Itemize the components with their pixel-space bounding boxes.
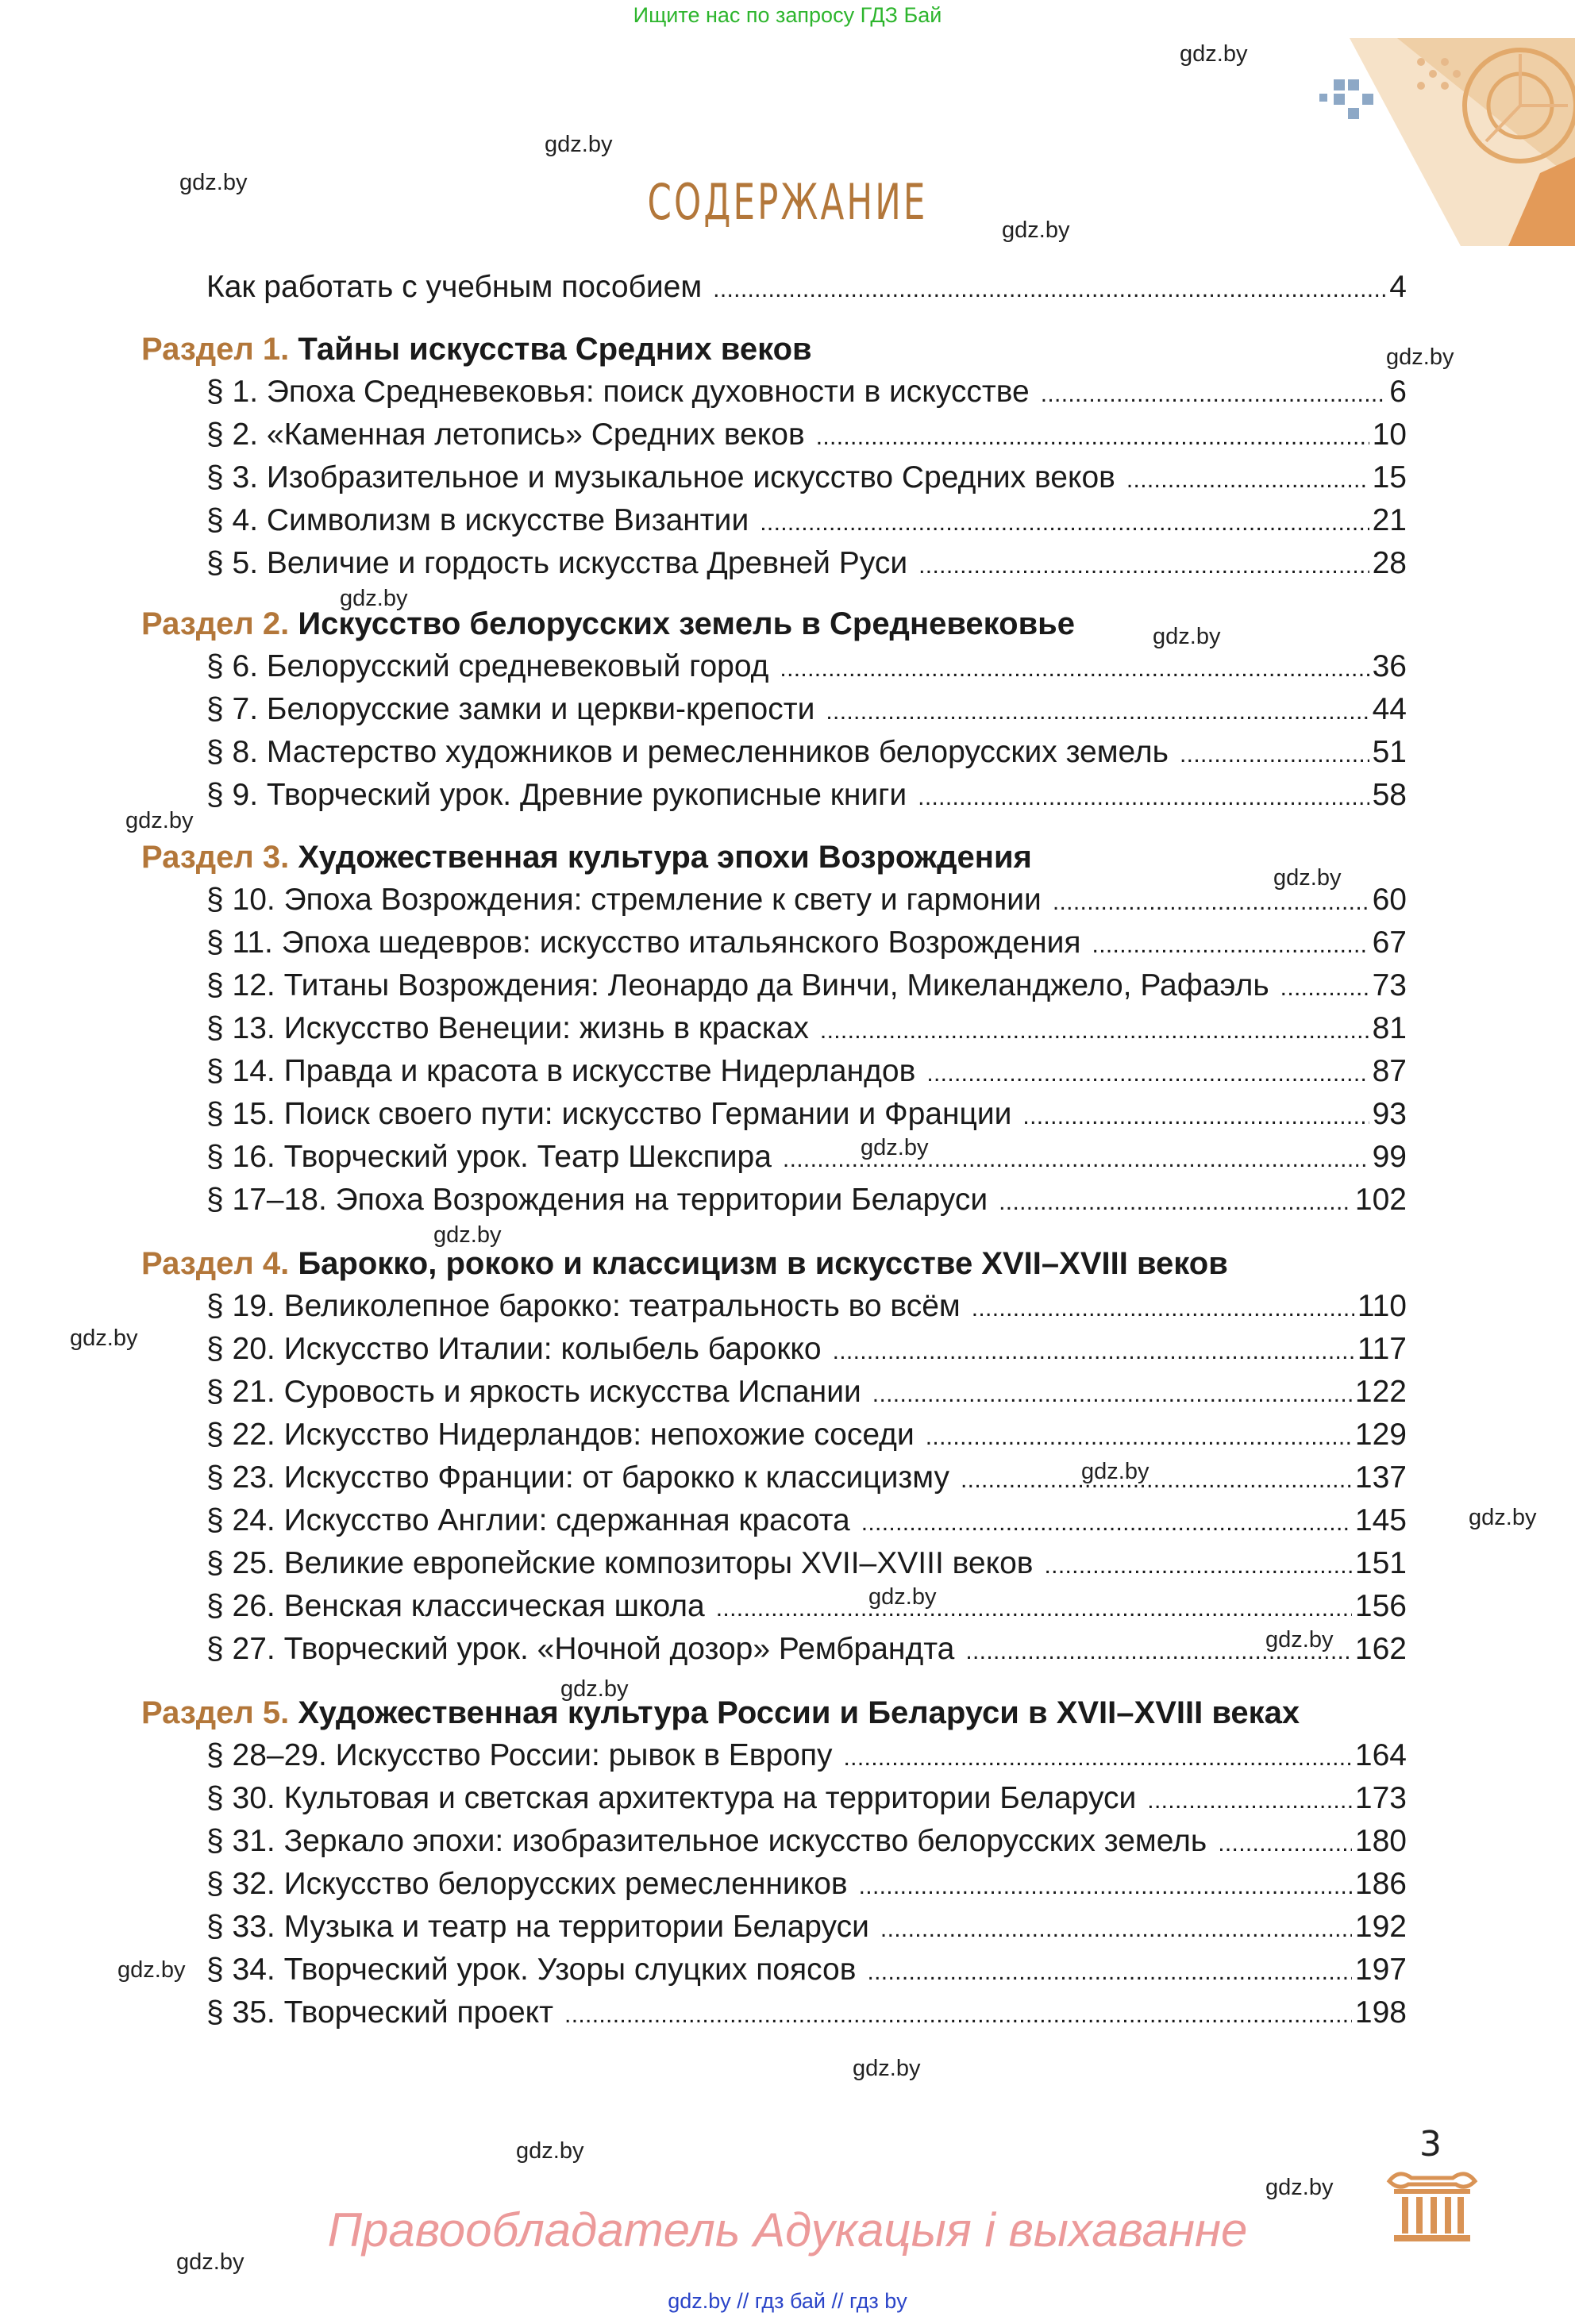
toc-entry-title: § 5. Величие и гордость искусства Древней Руси [206,546,908,580]
toc-entry-title: § 20. Искусство Италии: колыбель барокко [206,1332,822,1366]
toc-entry[interactable] [206,1140,1407,1181]
toc-entry-page: 145 [1354,1503,1407,1537]
watermark: gdz.by [1265,2175,1334,2200]
watermark: gdz.by [516,2138,584,2164]
section-number: Раздел 2. [141,606,290,641]
toc-entry[interactable] [206,1503,1407,1545]
toc-entry-page: 99 [1372,1140,1407,1174]
toc-entry-title: § 22. Искусство Нидерландов: непохожие соседи [206,1418,915,1452]
dot-leader [918,778,1369,813]
watermark: gdz.by [1386,344,1454,370]
toc-entry-title: § 1. Эпоха Средневековья: поиск духовности в искусстве [206,375,1030,409]
watermark: gdz.by [1180,41,1248,67]
dot-leader [1147,1781,1352,1816]
toc-entry[interactable] [206,1781,1407,1822]
section-number: Раздел 1. [141,332,290,367]
watermark: gdz.by [1081,1459,1149,1484]
toc-entry-page: 186 [1354,1867,1407,1901]
watermark: gdz.by [868,1584,937,1610]
section-heading-4[interactable] [141,1246,1228,1287]
toc-entry-title: § 16. Творческий урок. Театр Шекспира [206,1140,772,1174]
toc-entry[interactable] [206,1995,1407,2037]
dot-leader [880,1910,1352,1945]
section-title: Барокко, рококо и классицизм в искусстве XVII–XVIII веков [298,1246,1228,1281]
toc-entry[interactable] [206,460,1407,502]
toc-entry-page: 81 [1372,1011,1407,1045]
toc-entry[interactable] [206,649,1407,691]
toc-entry-page: 21 [1372,503,1407,537]
toc-entry[interactable] [206,1546,1407,1587]
dot-leader [820,1011,1369,1046]
watermark: gdz.by [176,2249,245,2275]
dot-leader [961,1460,1352,1495]
footer-links[interactable]: gdz.by // гдз бай // гдз by [668,2289,907,2313]
dot-leader [1022,1097,1369,1132]
section-number: Раздел 5. [141,1695,290,1730]
toc-entry-title: § 14. Правда и красота в искусстве Нидерландов [206,1054,916,1088]
toc-entry-title: § 4. Символизм в искусстве Византии [206,503,749,537]
toc-entry-title: § 3. Изобразительное и музыкальное искусство Средних веков [206,460,1115,494]
toc-entry-title: § 35. Творческий проект [206,1995,554,2030]
toc-entry-page: 15 [1372,460,1407,494]
dot-leader [859,1867,1352,1902]
toc-entry[interactable] [206,1460,1407,1502]
toc-entry-page: 51 [1372,735,1407,769]
dot-leader [965,1632,1352,1667]
toc-entry-title: § 2. «Каменная летопись» Средних веков [206,417,805,452]
section-number: Раздел 4. [141,1246,290,1281]
dot-leader [872,1375,1352,1410]
toc-entry-title: § 34. Творческий урок. Узоры слуцких поясов [206,1953,857,1987]
dot-leader [844,1738,1352,1773]
toc-entry[interactable] [206,1910,1407,1951]
toc-entry[interactable] [206,1589,1407,1630]
toc-entry-title: § 21. Суровость и яркость искусства Испании [206,1375,861,1409]
toc-entry-title: § 10. Эпоха Возрождения: стремление к свету и гармонии [206,883,1042,917]
toc-entry[interactable] [206,692,1407,733]
toc-entry-page: 10 [1372,417,1407,452]
toc-entry[interactable] [206,735,1407,776]
dot-leader [926,1418,1352,1452]
page-title: СОДЕРЖАНИЕ [647,173,928,231]
toc-entry[interactable] [206,1418,1407,1459]
dot-leader [760,503,1369,538]
toc-entry-title: § 27. Творческий урок. «Ночной дозор» Рембрандта [206,1632,955,1666]
watermark: gdz.by [433,1222,502,1248]
toc-entry-page: 137 [1354,1460,1407,1495]
dot-leader [1092,925,1369,960]
toc-entry-title: § 7. Белорусские замки и церкви-крепости [206,692,815,726]
watermark: gdz.by [117,1957,186,1983]
toc-entry-page: 117 [1357,1332,1407,1366]
toc-entry[interactable] [206,503,1407,544]
toc-entry-title: § 26. Венская классическая школа [206,1589,705,1623]
top-banner-link[interactable]: Ищите нас по запросу ГДЗ Бай [633,3,942,27]
section-title: Тайны искусства Средних веков [298,332,812,367]
toc-entry-page: 197 [1354,1953,1407,1987]
watermark: gdz.by [125,808,194,833]
toc-entry-page: 60 [1372,883,1407,917]
toc-entry-title: § 33. Музыка и театр на территории Беларуси [206,1910,869,1944]
toc-entry[interactable] [206,968,1407,1010]
watermark: gdz.by [545,132,613,157]
dot-leader [716,1589,1352,1624]
toc-entry[interactable] [206,1097,1407,1138]
toc-entry[interactable] [206,1375,1407,1416]
dot-leader [972,1289,1354,1324]
toc-entry[interactable] [206,1011,1407,1052]
toc-entry-page: 192 [1354,1910,1407,1944]
toc-entry-page: 164 [1354,1738,1407,1772]
toc-entry-page: 102 [1354,1183,1407,1217]
section-heading-1[interactable] [141,332,812,373]
watermark: gdz.by [1153,624,1221,649]
section-number: Раздел 3. [141,840,290,875]
section-title: Художественная культура эпохи Возрождения [298,840,1032,875]
watermark: gdz.by [560,1676,629,1702]
section-title: Искусство белорусских земель в Средневековье [298,606,1076,641]
toc-entry[interactable] [206,1738,1407,1780]
watermark: gdz.by [1002,217,1070,243]
toc-entry-page: 73 [1372,968,1407,1002]
dot-leader [1126,460,1369,495]
toc-entry-title: § 23. Искусство Франции: от барокко к классицизму [206,1460,949,1495]
toc-entry[interactable] [206,925,1407,967]
dot-leader [1045,1546,1352,1581]
page-number: 3 [1419,2124,1442,2164]
watermark: gdz.by [853,2056,921,2081]
toc-entry-page: 36 [1372,649,1407,683]
toc-entry-page: 156 [1354,1589,1407,1623]
dot-leader [1280,968,1369,1003]
toc-entry-page: 162 [1354,1632,1407,1666]
toc-entry[interactable] [206,1632,1407,1673]
toc-entry-page: 58 [1372,778,1407,812]
toc-entry-page: 151 [1354,1546,1407,1580]
toc-entry-page: 87 [1372,1054,1407,1088]
watermark: gdz.by [1273,865,1342,891]
toc-entry-title: § 24. Искусство Англии: сдержанная красота [206,1503,850,1537]
toc-entry[interactable] [206,1054,1407,1095]
toc-entry-title: § 30. Культовая и светская архитектура на территории Беларуси [206,1781,1137,1815]
toc-entry[interactable] [206,546,1407,587]
watermark: gdz.by [179,170,248,195]
toc-entry-page: 67 [1372,925,1407,960]
section-heading-5[interactable] [141,1695,1300,1737]
toc-entry-page: 44 [1372,692,1407,726]
toc-entry[interactable] [206,417,1407,459]
toc-entry[interactable] [206,1953,1407,1994]
toc-entry-page: 129 [1354,1418,1407,1452]
dot-leader [867,1953,1351,1987]
toc-entry-page: 28 [1372,546,1407,580]
toc-entry-title: § 15. Поиск своего пути: искусство Германии и Франции [206,1097,1012,1131]
dot-leader [1180,735,1369,770]
dot-leader [1053,883,1369,918]
section-heading-3[interactable] [141,840,1032,881]
dot-leader [918,546,1369,581]
toc-entry[interactable] [206,1289,1407,1330]
toc-entry-title: Как работать с учебным пособием [206,270,703,304]
dot-leader [1041,375,1387,410]
toc-entry-page: 180 [1354,1824,1407,1858]
dot-leader [780,649,1369,684]
toc-entry-title: § 25. Великие европейские композиторы XVII–XVIII веков [206,1546,1034,1580]
toc-entry[interactable] [206,1332,1407,1373]
dot-leader [816,417,1369,452]
toc-entry-title: § 17–18. Эпоха Возрождения на территории Беларуси [206,1183,988,1217]
toc-entry[interactable] [206,1183,1407,1224]
toc-entry-page: 110 [1357,1289,1407,1323]
toc-entry[interactable] [206,778,1407,819]
dot-leader [926,1054,1369,1089]
toc-entry[interactable] [206,375,1407,416]
dot-leader [783,1140,1369,1175]
copyright-notice: Правообладатель Адукацыя і выхаванне [327,2203,1248,2257]
toc-entry-page: 6 [1389,375,1407,409]
toc-entry-title: § 6. Белорусский средневековый город [206,649,769,683]
toc-entry-title: § 31. Зеркало эпохи: изобразительное искусство белорусских земель [206,1824,1207,1858]
section-heading-2[interactable] [141,606,1075,648]
dot-leader [1218,1824,1352,1859]
toc-entry-title: § 12. Титаны Возрождения: Леонардо да Винчи, Микеланджело, Рафаэль [206,968,1269,1002]
toc-entry[interactable] [206,1824,1407,1865]
dot-leader [713,270,1386,305]
section-title: Художественная культура России и Беларуси в XVII–XVIII веках [298,1695,1300,1730]
watermark: gdz.by [70,1326,138,1351]
dot-leader [861,1503,1352,1538]
toc-entry-title: § 11. Эпоха шедевров: искусство итальянского Возрождения [206,925,1081,960]
toc-entry-page: 4 [1389,270,1407,304]
toc-entry-title: § 32. Искусство белорусских ремесленников [206,1867,848,1901]
dot-leader [833,1332,1354,1367]
toc-entry-page: 93 [1372,1097,1407,1131]
toc-entry-title: § 28–29. Искусство России: рывок в Европу [206,1738,833,1772]
watermark: gdz.by [1265,1627,1334,1653]
toc-entry[interactable] [206,1867,1407,1908]
dot-leader [564,1995,1352,2030]
toc-entry-title: § 19. Великолепное барокко: театральность во всём [206,1289,961,1323]
toc-entry-page: 122 [1354,1375,1407,1409]
toc-entry-title: § 8. Мастерство художников и ремесленников белорусских земель [206,735,1169,769]
toc-entry-intro[interactable] [206,270,1407,311]
toc-entry-title: § 9. Творческий урок. Древние рукописные книги [206,778,907,812]
dot-leader [826,692,1369,727]
watermark: gdz.by [861,1135,929,1160]
toc-entry-page: 198 [1354,1995,1407,2030]
dot-leader [999,1183,1352,1218]
toc-entry-page: 173 [1354,1781,1407,1815]
toc-entry-title: § 13. Искусство Венеции: жизнь в красках [206,1011,809,1045]
watermark: gdz.by [1469,1505,1537,1530]
toc-entry[interactable] [206,883,1407,924]
watermark: gdz.by [340,586,408,611]
